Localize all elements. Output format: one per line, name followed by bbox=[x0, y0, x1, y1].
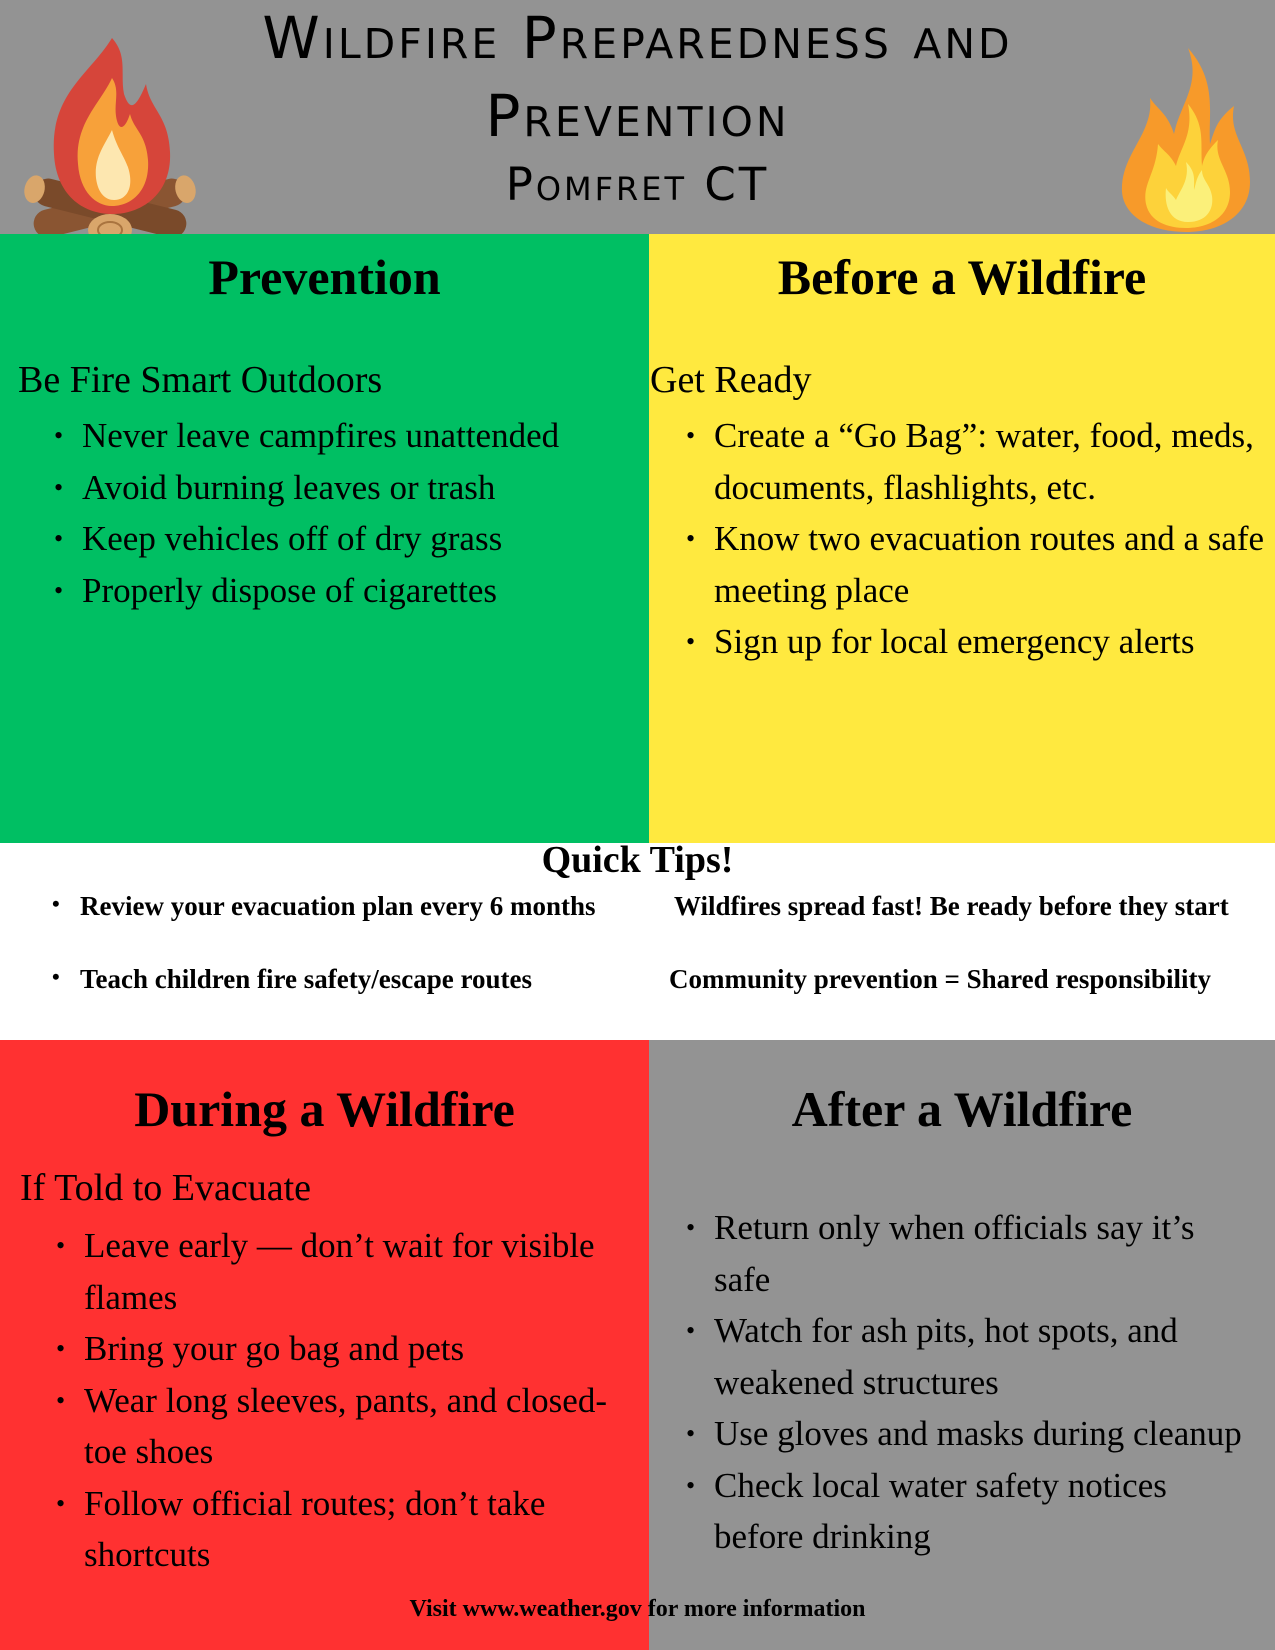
quick-tip-left-2: • Teach children fire safety/escape routes bbox=[80, 964, 532, 995]
prevention-subheading: Be Fire Smart Outdoors bbox=[18, 359, 383, 401]
before-wildfire-subheading: Get Ready bbox=[650, 359, 812, 401]
list-item: • Never leave campfires unattended bbox=[18, 410, 643, 462]
during-wildfire-list bbox=[20, 1220, 610, 1581]
list-item: • Bring your go bag and pets bbox=[20, 1323, 610, 1375]
list-item: • Wear long sleeves, pants, and closed-toe shoes bbox=[20, 1375, 610, 1478]
list-item: • Use gloves and masks during cleanup bbox=[650, 1408, 1255, 1460]
quick-tip-left-1: • Review your evacuation plan every 6 months bbox=[80, 891, 595, 922]
prevention-heading: Prevention bbox=[208, 249, 441, 305]
list-item: • Leave early — don’t wait for visible flames bbox=[20, 1220, 610, 1323]
page-title-line-2: Prevention bbox=[485, 82, 790, 150]
after-wildfire-heading: After a Wildfire bbox=[791, 1081, 1133, 1137]
prevention-panel bbox=[0, 234, 649, 843]
quick-tip-right-2: Community prevention = Shared responsibility bbox=[669, 964, 1211, 994]
list-item: • Know two evacuation routes and a safe meeting place bbox=[650, 513, 1270, 616]
list-item: • Avoid burning leaves or trash bbox=[18, 462, 643, 514]
page-title-line-1: Wildfire Preparedness and bbox=[262, 4, 1013, 72]
after-wildfire-list bbox=[650, 1202, 1255, 1563]
before-wildfire-heading: Before a Wildfire bbox=[777, 249, 1147, 305]
after-wildfire-panel bbox=[649, 1040, 1275, 1650]
during-wildfire-heading: During a Wildfire bbox=[134, 1081, 515, 1137]
page-subtitle: Pomfret CT bbox=[505, 158, 770, 211]
during-wildfire-panel bbox=[0, 1040, 649, 1650]
before-wildfire-list bbox=[650, 410, 1270, 668]
prevention-list bbox=[18, 410, 643, 616]
list-item: • Watch for ash pits, hot spots, and weakened structures bbox=[650, 1305, 1255, 1408]
footer-link-text: Visit www.weather.gov for more information bbox=[409, 1596, 866, 1622]
list-item: • Properly dispose of cigarettes bbox=[18, 565, 643, 617]
quick-tip-right-1: Wildfires spread fast! Be ready before they start bbox=[674, 891, 1229, 921]
list-item: • Check local water safety notices before drinking bbox=[650, 1460, 1255, 1563]
list-item: • Sign up for local emergency alerts bbox=[650, 616, 1270, 668]
before-wildfire-panel bbox=[649, 234, 1275, 843]
list-item: • Create a “Go Bag”: water, food, meds, documents, flashlights, etc. bbox=[650, 410, 1270, 513]
quick-tips-heading: Quick Tips! bbox=[541, 839, 734, 881]
during-wildfire-subheading: If Told to Evacuate bbox=[20, 1167, 312, 1209]
list-item: • Follow official routes; don’t take shortcuts bbox=[20, 1478, 610, 1581]
list-item: • Return only when officials say it’s safe bbox=[650, 1202, 1255, 1305]
list-item: • Keep vehicles off of dry grass bbox=[18, 513, 643, 565]
